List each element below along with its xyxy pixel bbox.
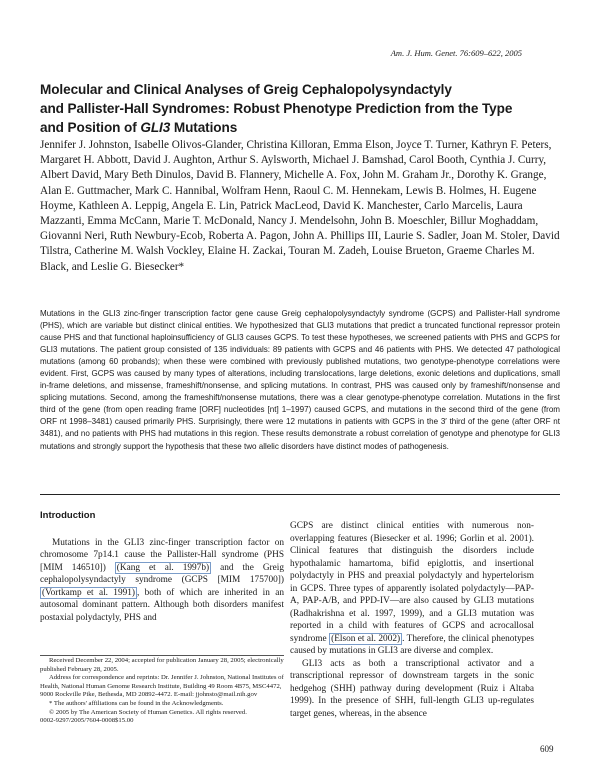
intro-paragraph-2: GLI3 acts as both a transcriptional activator and a transcriptional repressor of downstream targets in the sonic hedgehog (SHH) pathway during development (Ruiz i Altaba 1999). In the presence of SHH, full-length GLI3 up-regulates target genes, whereas, in the absence [290,658,534,719]
footnote-affiliations: * The authors' affiliations can be found in the Acknowledgments. [49,699,224,707]
intro-text: and the Greig cephalopolysyndactyly syndrome (GCPS [MIM 175700]) [40,562,284,585]
intro-text: , both of which are inherited in an autosomal dominant pattern. Although both disorders manifest postaxial polydactyly, PHS and [40,587,284,623]
title-line-3 [40,118,560,137]
right-column [290,520,534,720]
footnote-divider [40,655,284,656]
intro-text: . Therefore, the clinical phenotypes caused by mutations in GLI3 are diverse and complex. [290,633,534,656]
page-number: 609 [540,744,554,754]
article-title [40,80,560,137]
footnotes [40,657,284,726]
citation-link-kang[interactable]: (Kang et al. 1997b) [116,562,210,573]
intro-text: GCPS are distinct clinical entities with numerous non-overlapping features (Biesecker et al. 1996; Gorlin et al. 2001). Clinical features that distinguish the disorders include hypothalamic hamartoma, bifid epiglottis, and insertional polydactyly in PHS and preaxial polydactyly and hypertelorism in GCPS. Three types of apparently isolated polydactyly—PAP-A, PAP-A/B, and PPD-IV—are also caused by GLI3 mutations (Radhakrishna et al. 1997, 1999), and a GLI3 mutation was reported in a child with features of GCPS and acrocallosal syndrome [290,521,534,644]
left-column [40,510,284,624]
intro-paragraph-1 [40,537,284,625]
intro-paragraph-continued [290,520,534,658]
section-heading-introduction: Introduction [40,510,96,521]
title-line-3-prefix: and Position of [40,120,141,135]
title-line-2: and Pallister-Hall Syndromes: Robust Phenotype Prediction from the Type [40,101,513,116]
abstract: Mutations in the GLI3 zinc-finger transcription factor gene cause Greig cephalopolysyndactyly syndrome (GCPS) and Pallister-Hall syndrome (PHS), which are variable but distinct clinical entities. We hypothesized that GLI3 mutations that predict a truncated functional repressor protein cause PHS and that functional haploinsufficiency of GLI3 causes GCPS. To test these hypotheses, we screened patients with PHS and GCPS for GLI3 mutations. The patient group consisted of 135 individuals: 89 patients with GCPS and 46 patients with PHS. We detected 47 pathological mutations (among 60 probands); when these were combined with previously published mutations, two genotype-phenotype correlations were evident. First, GCPS was caused by many types of alterations, including translocations, large deletions, exonic deletions and duplications, small in-frame deletions, and missense, frameshift/nonsense, and splicing mutations. In contrast, PHS was caused only by frameshift/nonsense and splicing mutations. Second, among the frameshift/nonsense mutations, there was a clear genotype-phenotype correlation. Mutations in the first third of the gene (from open reading frame [ORF] nucleotides [nt] 1–1997) caused GCPS, and mutations in the second third of the gene (from ORF nt 1998–3481) caused primarily PHS. Surprisingly, there were 12 mutations in patients with GCPS in the 3′ third of the gene (after ORF nt 3481), and no patients with PHS had mutations in this region. These results demonstrate a robust correlation of genotype and phenotype for GLI3 mutations and strongly support the hypothesis that these two allelic disorders have distinct modes of pathogenesis. [40,309,560,451]
title-line-3-suffix: Mutations [170,120,238,135]
footnote-copyright: © 2005 by The American Society of Human Genetics. All rights reserved. [49,708,247,716]
citation-link-elson[interactable]: (Elson et al. 2002) [331,633,401,644]
section-divider [40,494,560,495]
title-line-1: Molecular and Clinical Analyses of Greig Cephalopolysyndactyly [40,82,452,97]
citation-link-vortkamp[interactable]: (Vortkamp et al. 1991) [42,587,135,598]
journal-citation: Am. J. Hum. Genet. 76:609–622, 2005 [390,48,522,58]
footnote-correspondence: Address for correspondence and reprints: Dr. Jennifer J. Johnston, National Institutes of Health, National Human Genome Research Institute, Building 49 Room 4B75, MSC4472, 9000 Rockville Pike, Bethesda, MD 20892-4472. E-mail: jjohnsto@mail.nih.gov [40,674,284,699]
title-gene-name: GLI3 [140,120,171,135]
footnote-issn: 0002-9297/2005/7604-0008$15.00 [40,717,134,725]
footnote-received: Received December 22, 2004; accepted for publication January 28, 2005; electronically published February 28, 2005. [40,657,284,673]
author-list: Jennifer J. Johnston, Isabelle Olivos-Glander, Christina Killoran, Emma Elson, Joyce T. Turner, Kathryn F. Peters, Margaret H. Abbott, David J. Aughton, Arthur S. Aylsworth, Michael J. Bamshad, Carol Booth, Cynthia J. Curry, Albert David, Mary Beth Dinulos, David B. Flannery, Michelle A. Fox, John M. Graham Jr., Dorothy K. Grange, Alan E. Guttmacher, Mark C. Hannibal, Wolfram Henn, Raoul C. M. Hennekam, Lewis B. Holmes, H. Eugene Hoyme, Kathleen A. Leppig, Angela E. Lin, Patrick MacLeod, David K. Manchester, Carlo Marcelis, Laura Mazzanti, Emma McCann, Marie T. McDonald, Nancy J. Mendelsohn, John B. Moeschler, Billur Moghaddam, Giovanni Neri, Ruth Newbury-Ecob, Roberta A. Pagon, John A. Phillips III, Laurie S. Sadler, Joan M. Stoler, David Tilstra, Catherine M. Walsh Vockley, Elaine H. Zackai, Touran M. Zadeh, Louise Brueton, Graeme Charles M. Black, and Leslie G. Biesecker* [40,139,560,273]
intro-text: Mutations in the GLI3 zinc-finger transcription factor on chromosome 7p14.1 cause the Pallister-Hall syndrome (PHS [MIM 146510]) [40,537,284,573]
